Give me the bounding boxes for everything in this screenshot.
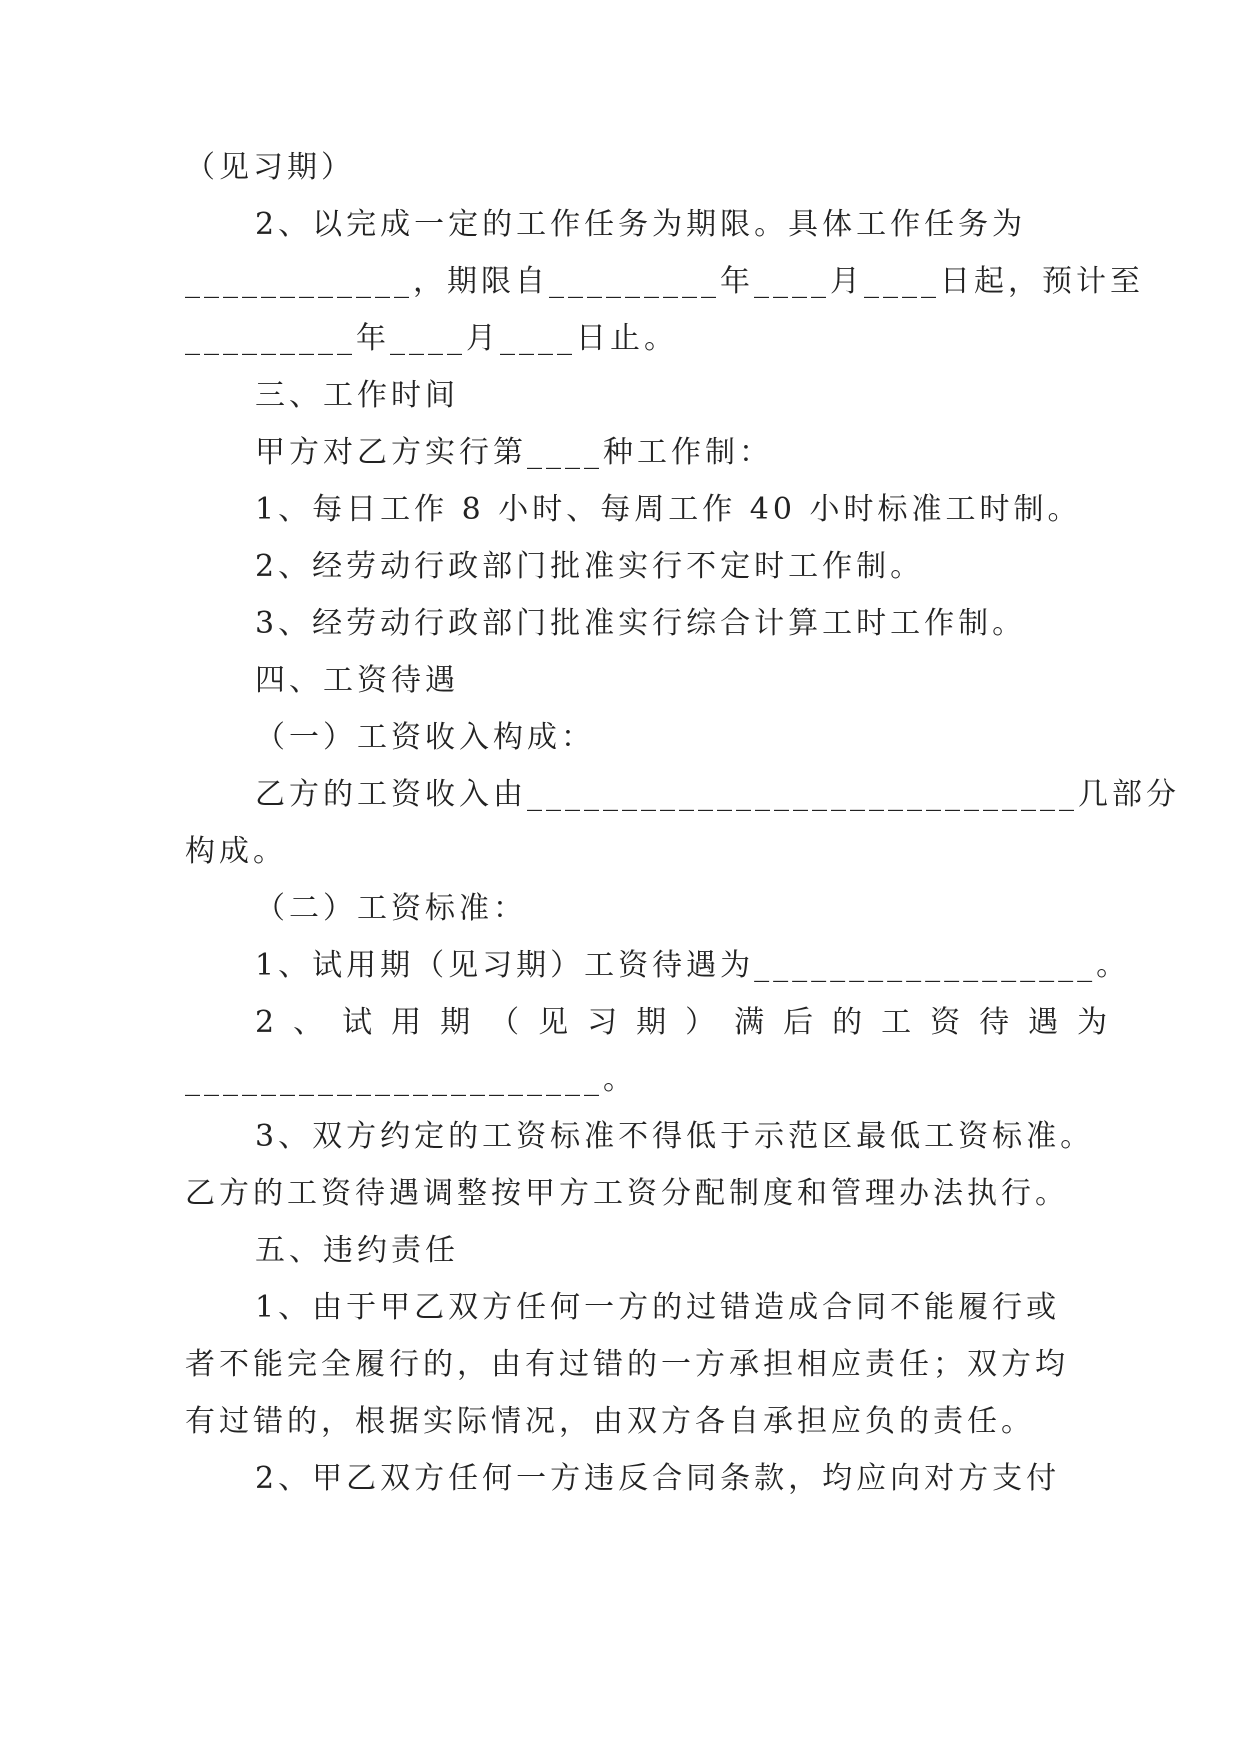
text-line: 1、每日工作 8 小时、每周工作 40 小时标准工时制。 [255, 492, 1082, 527]
text-line: 者不能完全履行的，由有过错的一方承担相应责任；双方均 [185, 1347, 1069, 1382]
text-line: 2、以完成一定的工作任务为期限。具体工作任务为 [255, 207, 1027, 242]
text-line: 有过错的，根据实际情况，由双方各自承担应负的责任。 [185, 1404, 1035, 1439]
text-line: 3、双方约定的工资标准不得低于示范区最低工资标准。 [255, 1119, 1095, 1154]
subsection-heading: （二）工资标准： [255, 891, 527, 926]
text-line: （见习期） [185, 150, 355, 185]
subsection-heading: （一）工资收入构成： [255, 720, 595, 755]
text-line: 乙方的工资待遇调整按甲方工资分配制度和管理办法执行。 [185, 1176, 1069, 1211]
section-heading: 五、违约责任 [255, 1233, 459, 1268]
text-line: ____________，期限自_________年____月____日起，预计至 [185, 264, 1144, 299]
section-heading: 三、工作时间 [255, 378, 459, 413]
text-line: ______________________。 [185, 1062, 637, 1097]
text-line: 2、经劳动行政部门批准实行不定时工作制。 [255, 549, 925, 584]
text-line: _________年____月____日止。 [185, 321, 678, 356]
text-line: 构成。 [185, 834, 287, 869]
text-line: 乙方的工资收入由_____________________________几部分 [255, 777, 1180, 812]
text-line: 1、试用期（见习期）工资待遇为__________________。 [255, 948, 1131, 983]
text-line: 2、甲乙双方任何一方违反合同条款，均应向对方支付 [255, 1461, 1061, 1496]
text-line: 甲方对乙方实行第____种工作制： [255, 435, 773, 470]
text-line: 1、由于甲乙双方任何一方的过错造成合同不能履行或 [255, 1290, 1061, 1325]
text-line: 2、试用期（见习期）满后的工资待遇为 [255, 1005, 1127, 1040]
section-heading: 四、工资待遇 [255, 663, 459, 698]
text-line: 3、经劳动行政部门批准实行综合计算工时工作制。 [255, 606, 1027, 641]
